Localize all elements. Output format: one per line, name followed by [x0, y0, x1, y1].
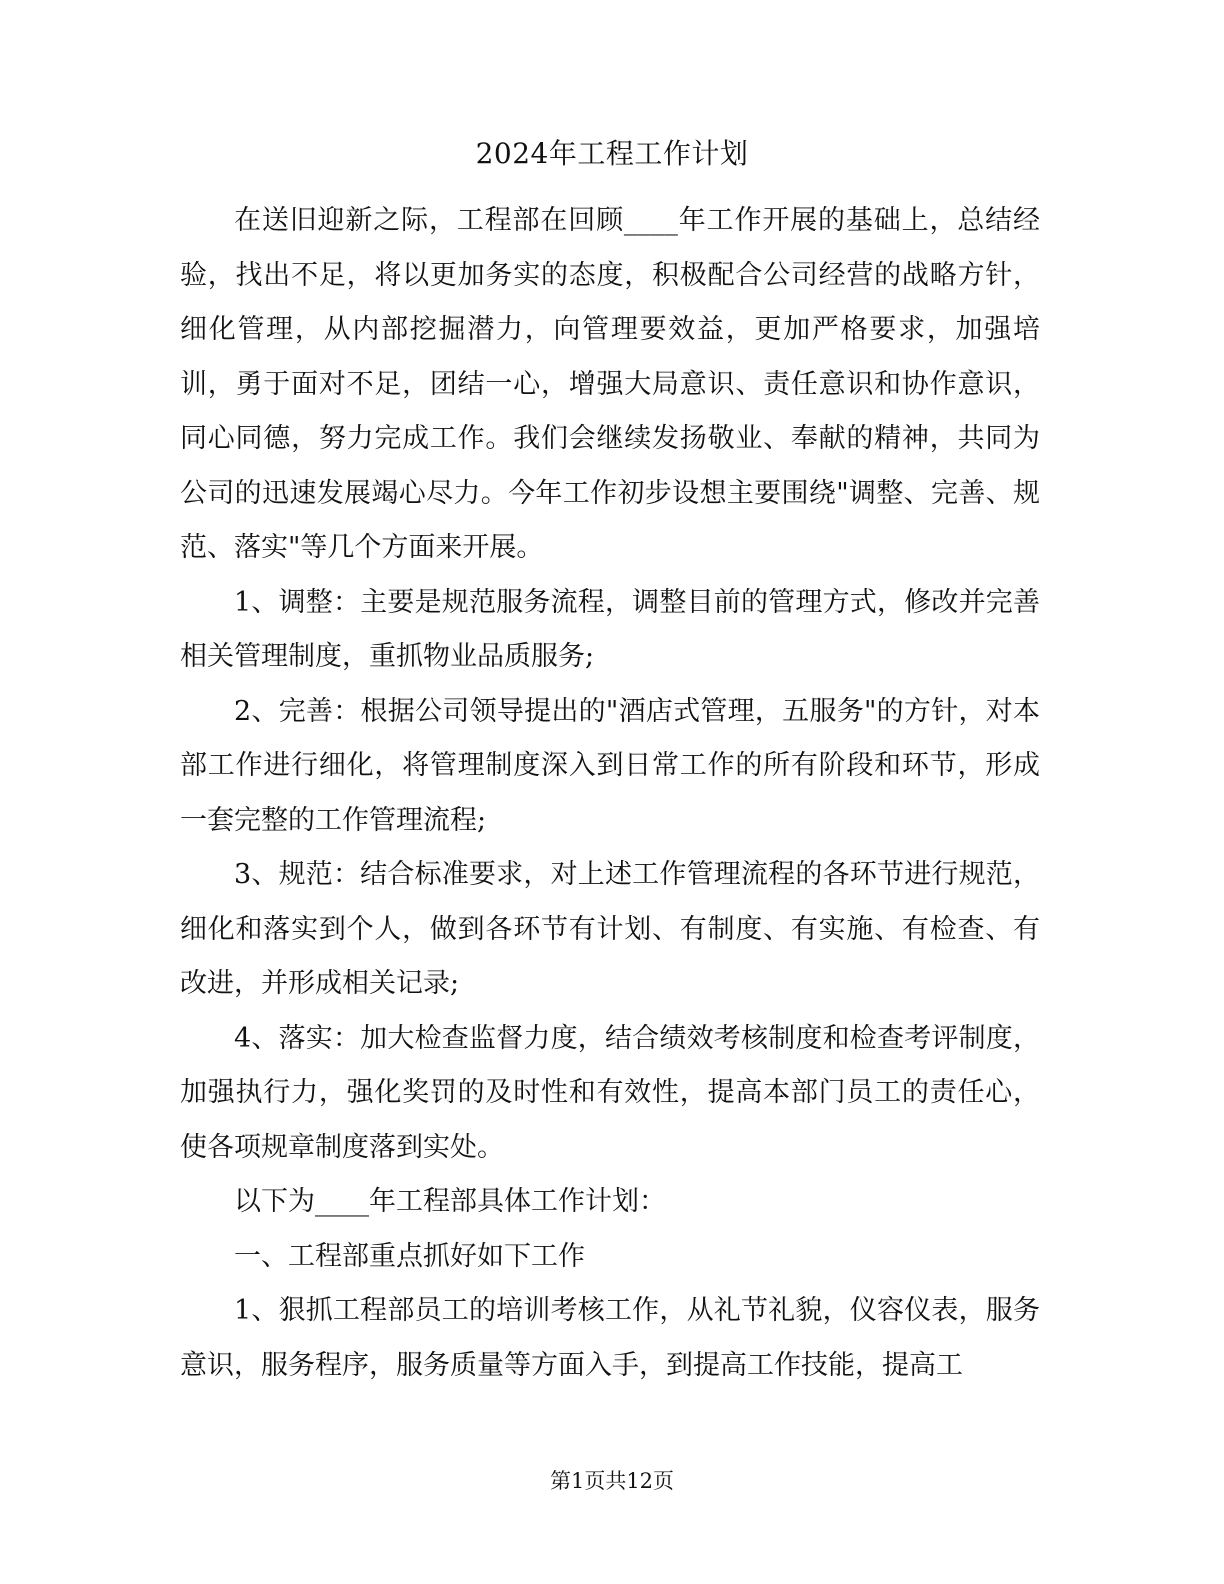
paragraph-standardize: 3、规范：结合标准要求，对上述工作管理流程的各环节进行规范，细化和落实到个人，做到各环节有计划、有制度、有实施、有检查、有改进，并形成相关记录;: [180, 859, 1040, 999]
paragraph-plan-intro: 以下为____年工程部具体工作计划：: [234, 1186, 666, 1217]
section-heading: 一、工程部重点抓好如下工作: [234, 1240, 585, 1272]
paragraph-improve: 2、完善：根据公司领导提出的"酒店式管理，五服务"的方针，对本部工作进行细化，将管理制度深入到日常工作的所有阶段和环节，形成一套完整的工作管理流程;: [180, 695, 1040, 836]
document-title: 2024年工程工作计划: [475, 137, 749, 170]
paragraph-intro: 在送旧迎新之际，工程部在回顾____年工作开展的基础上，总结经验，找出不足，将以更加务实的态度，积极配合公司经营的战略方针，细化管理，从内部挖掘潜力，向管理要效益，更加严格要求，加强培训，勇于面对不足，团结一心，增强大局意识、责任意识和协作意识，同心同德，努力完成工作。我们会继续发扬敬业、奉献的精神，共同为公司的迅速发展竭心尽力。今年工作初步设想主要围绕"调整、完善、规范、落实"等几个方面来开展。: [180, 205, 1040, 563]
document-body: [180, 194, 1040, 1393]
page-footer: 第1页共12页: [549, 1469, 675, 1493]
paragraph-training: 1、狠抓工程部员工的培训考核工作，从礼节礼貌，仪容仪表，服务意识，服务程序，服务质量等方面入手，到提高工作技能，提高工: [180, 1295, 1040, 1381]
paragraph-implement: 4、落实：加大检查监督力度，结合绩效考核制度和检查考评制度，加强执行力，强化奖罚的及时性和有效性，提高本部门员工的责任心，使各项规章制度落到实处。: [180, 1022, 1040, 1163]
paragraph-adjust: 1、调整：主要是规范服务流程，调整目前的管理方式，修改并完善相关管理制度，重抓物业品质服务;: [180, 586, 1040, 672]
